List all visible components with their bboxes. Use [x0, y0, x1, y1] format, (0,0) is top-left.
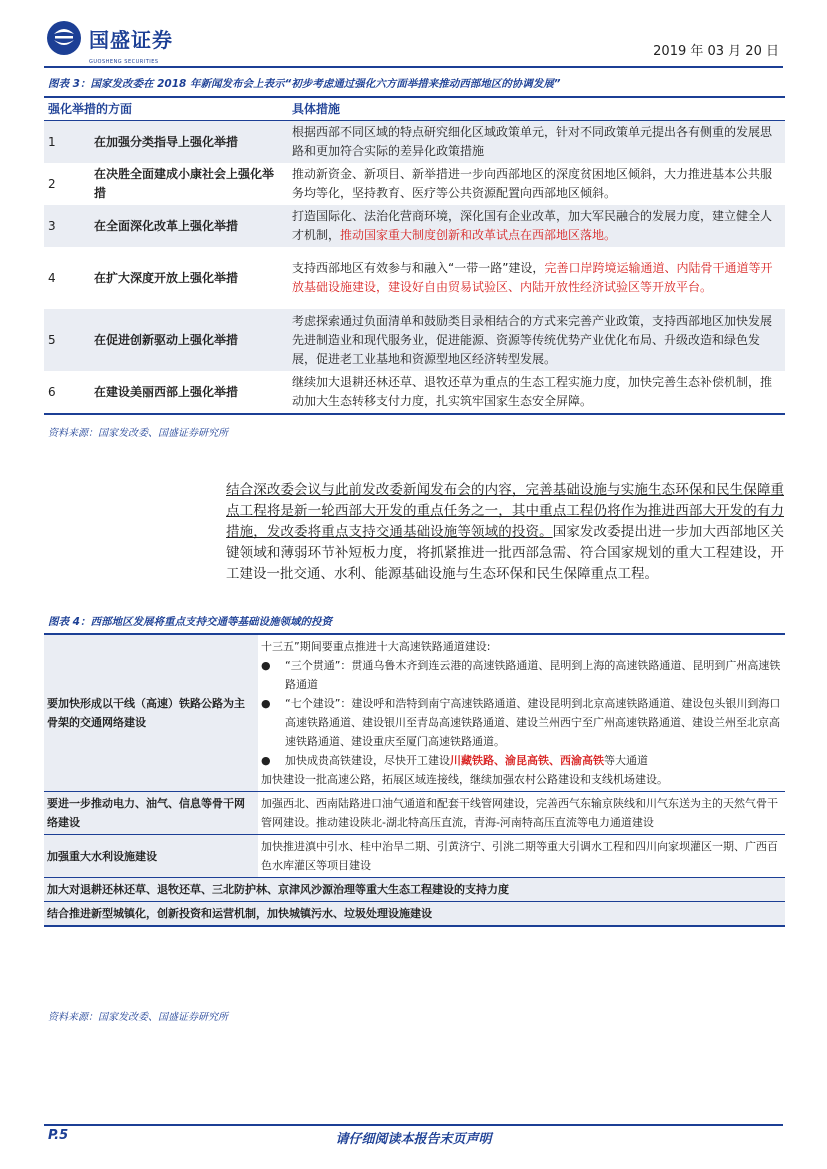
figure-4-source: 资料来源：国家发改委、国盛证券研究所 [48, 1012, 228, 1023]
list-item: ● “三个贯通”：贯通乌鲁木齐到连云港的高速铁路通道、昆明到上海的高速铁路通道、昆明到广州高速铁路通道 [261, 659, 781, 691]
row-detail [258, 634, 785, 792]
figure-4-title: 图表 4：西部地区发展将重点支持交通等基础设施领域的投资 [48, 616, 332, 628]
row-measure: 继续加大退耕还林还草、退牧还草为重点的生态工程实施力度，加快完善生态补偿机制，推动加大生态转移支付力度，扎实筑牢国家生态安全屏障。 [288, 371, 785, 414]
table-row [44, 205, 785, 247]
table-row [44, 309, 785, 371]
row-aspect: 在促进创新驱动上强化举措 [90, 309, 288, 371]
table-row [44, 163, 785, 205]
header-divider [44, 66, 783, 68]
row-measure: 考虑探索通过负面清单和鼓励类目录相结合的方式来完善产业政策，支持西部地区加快发展先进制造业和现代服务业，促进能源、资源等传统优势产业优化布局、升级改造和绿色发展，促进老工业基地和资源型地区经济转型发展。 [288, 309, 785, 371]
table-row [44, 792, 785, 835]
detail-intro: 十三五”期间要重点推进十大高速铁路通道建设: [261, 640, 491, 653]
row-full: 结合推进新型城镇化，创新投资和运营机制，加快城镇污水、垃圾处理设施建设 [44, 902, 785, 927]
body-paragraph [226, 480, 784, 585]
row-detail: 加快推进滇中引水、桂中治旱二期、引黄济宁、引洮二期等重大引调水工程和四川向家坝灌区一期、广西百色水库灌区等项目建设 [258, 835, 785, 878]
column-header-measure: 具体措施 [288, 97, 785, 121]
figure-3-source: 资料来源：国家发改委、国盛证券研究所 [48, 428, 228, 439]
table-row [44, 247, 785, 309]
row-number: 3 [44, 205, 90, 247]
row-number: 2 [48, 176, 56, 191]
detail-tail: 加快建设一批高速公路，拓展区域连接线，继续加强农村公路建设和支线机场建设。 [261, 773, 668, 786]
row-number: 6 [44, 371, 90, 414]
table-row [44, 121, 785, 164]
footer-disclaimer: 请仔细阅读本报告末页声明 [335, 1132, 492, 1147]
row-number: 4 [48, 270, 56, 285]
row-number: 5 [44, 309, 90, 371]
figure-4-table [44, 633, 785, 927]
table-row [44, 371, 785, 414]
column-header-aspect: 强化举措的方面 [44, 97, 288, 121]
figure-3-table [44, 96, 785, 415]
row-detail: 加强西北、西南陆路进口油气通道和配套干线管网建设，完善西气东输京陕线和川气东送为主的天然气骨干管网建设。推动建设陕北-湖北特高压直流，青海-河南特高压直流等电力通道建设 [258, 792, 785, 835]
row-number: 1 [44, 121, 90, 164]
table-row [44, 835, 785, 878]
paragraph-text: 国家发改委提出进一步加大西部地区关键领域和薄弱环节补短板力度，将抓紧推进一批西部急需、符合国家规划的重大工程建设，开工建设一批交通、水利、能源基础设施与生态环保和民生保障重点工程。 [226, 524, 785, 582]
table-row [44, 902, 785, 927]
page-number: P.5 [48, 1128, 69, 1143]
logo-text: 国盛证券 [89, 27, 173, 52]
figure-3-title: 图表 3：国家发改委在 2018 年新闻发布会上表示“初步考虑通过强化六方面举措来推动西部地区的协调发展” [48, 78, 561, 90]
row-measure: 支持西部地区有效参与和融入“一带一路”建设，完善口岸跨境运输通道、内陆骨干通道等开放基础设施建设，建设好自由贸易试验区、内陆开放性经济试验区等开放平台。 [292, 261, 773, 294]
guosheng-logo-icon [46, 20, 82, 56]
list-item: ● “七个建设”：建设呼和浩特到南宁高速铁路通道、建设昆明到北京高速铁路通道、建设包头银川到海口高速铁路通道、建设银川至青岛高速铁路通道、建设兰州西宁至广州高速铁路通道、建设兰州至北京高速铁路通道、建设重庆至厦门高速铁路通道。 [261, 697, 781, 748]
row-category: 加强重大水利设施建设 [44, 835, 258, 878]
row-full: 加大对退耕还林还草、退牧还草、三北防护林、京津风沙源治理等重大生态工程建设的支持力度 [44, 878, 785, 902]
list-item: ● 加快成贵高铁建设，尽快开工建设川藏铁路、渝昆高铁、西渝高铁等大通道 [261, 754, 648, 767]
page-header [0, 0, 827, 66]
logo-subtitle: GUOSHENG SECURITIES [89, 59, 159, 65]
row-category: 要加快形成以干线（高速）铁路公路为主骨架的交通网络建设 [44, 634, 258, 792]
row-aspect: 在建设美丽西部上强化举措 [90, 371, 288, 414]
row-measure: 根据西部不同区域的特点研究细化区域政策单元，针对不同政策单元提出各有侧重的发展思路和更加符合实际的差异化政策措施 [288, 121, 785, 164]
row-aspect: 在决胜全面建成小康社会上强化举措 [94, 167, 275, 200]
row-measure: 打造国际化、法治化营商环境，深化国有企业改革，加大军民融合的发展力度，建立健全人才机制，推动国家重大制度创新和改革试点在西部地区落地。 [288, 205, 785, 247]
table-row [44, 634, 785, 792]
company-logo [46, 20, 173, 56]
footer-divider [44, 1124, 783, 1126]
table-row [44, 878, 785, 902]
row-aspect: 在扩大深度开放上强化举措 [94, 270, 239, 285]
row-measure: 推动新资金、新项目、新举措进一步向西部地区的深度贫困地区倾斜，大力推进基本公共服务均等化，坚持教育、医疗等公共资源配置向西部地区倾斜。 [292, 167, 773, 200]
paragraph-underlined-text: 结合深改委会议与此前发改委新闻发布会的内容，完善基础设施与实施生态环保和民生保障重点工程将是新一轮西部大开发的重点任务之一，其中重点工程仍将作为推进西部大开发的有力措施，发改委将重点支持交通基础设施等领域的投资。 [226, 482, 784, 540]
report-date: 2019 年 03 月 20 日 [653, 44, 779, 59]
row-aspect: 在全面深化改革上强化举措 [90, 205, 288, 247]
row-category: 要进一步推动电力、油气、信息等骨干网络建设 [44, 792, 258, 835]
row-aspect: 在加强分类指导上强化举措 [90, 121, 288, 164]
